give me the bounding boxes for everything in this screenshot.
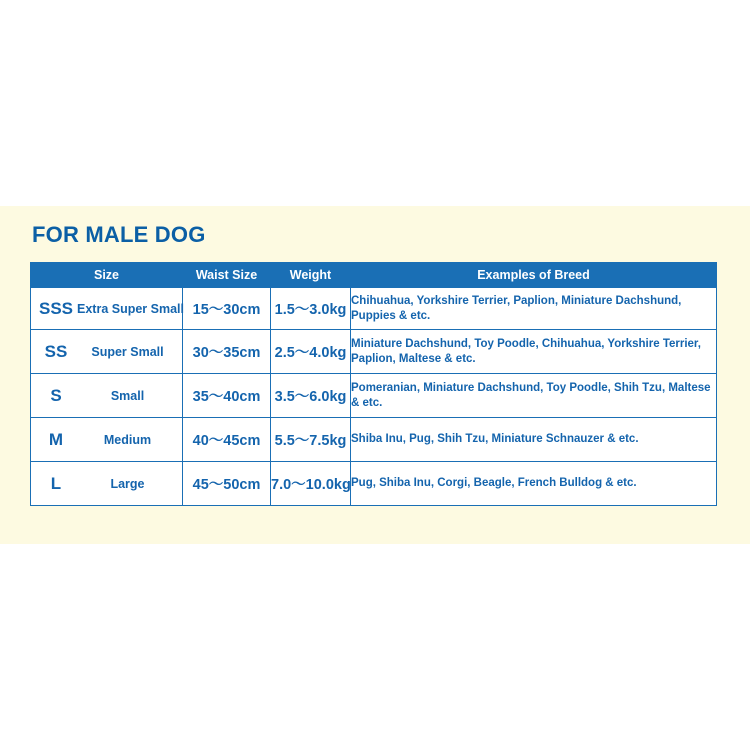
waist-size-value: 35～40cm <box>183 374 271 418</box>
table-header-row <box>31 263 717 288</box>
waist-size-value: 15～30cm <box>183 288 271 330</box>
weight-value: 5.5～7.5kg <box>271 418 351 462</box>
size-cell <box>31 418 183 462</box>
size-code: L <box>50 473 62 493</box>
waist-size-value: 45～50cm <box>183 462 271 506</box>
table-row <box>31 374 717 418</box>
size-cell <box>31 288 183 330</box>
breed-examples: Pug, Shiba Inu, Corgi, Beagle, French Bulldog & etc. <box>351 462 717 506</box>
weight-value: 2.5～4.0kg <box>271 330 351 374</box>
size-chart-content <box>30 222 720 506</box>
size-code: S <box>50 385 62 405</box>
breed-examples: Shiba Inu, Pug, Shih Tzu, Miniature Schnauzer & etc. <box>351 418 717 462</box>
size-code: SSS <box>38 298 74 318</box>
size-cell <box>31 330 183 374</box>
table-row <box>31 418 717 462</box>
table-row <box>31 462 717 506</box>
size-name: Super Small <box>91 344 164 359</box>
column-header-breed: Examples of Breed <box>351 263 717 288</box>
size-cell <box>31 462 183 506</box>
column-header-weight: Weight <box>271 263 351 288</box>
breed-examples: Chihuahua, Yorkshire Terrier, Paplion, Miniature Dachshund, Puppies & etc. <box>351 288 717 330</box>
table-row <box>31 330 717 374</box>
size-name: Large <box>110 476 145 491</box>
table-body <box>31 288 717 506</box>
size-chart-table <box>30 262 717 506</box>
weight-value: 1.5～3.0kg <box>271 288 351 330</box>
weight-value: 7.0～10.0kg <box>271 462 351 506</box>
size-name: Extra Super Small <box>77 301 184 316</box>
size-name: Medium <box>103 432 152 447</box>
size-code: SS <box>44 341 68 361</box>
size-name: Small <box>110 388 145 403</box>
size-code: M <box>48 429 64 449</box>
table-header <box>31 263 717 288</box>
waist-size-value: 40～45cm <box>183 418 271 462</box>
breed-examples: Pomeranian, Miniature Dachshund, Toy Poodle, Shih Tzu, Maltese & etc. <box>351 374 717 418</box>
waist-size-value: 30～35cm <box>183 330 271 374</box>
breed-examples: Miniature Dachshund, Toy Poodle, Chihuahua, Yorkshire Terrier, Paplion, Maltese & etc. <box>351 330 717 374</box>
column-header-size: Size <box>31 263 183 288</box>
weight-value: 3.5～6.0kg <box>271 374 351 418</box>
page-title: FOR MALE DOG <box>32 222 206 247</box>
column-header-waist-size: Waist Size <box>183 263 271 288</box>
size-cell <box>31 374 183 418</box>
table-row <box>31 288 717 330</box>
